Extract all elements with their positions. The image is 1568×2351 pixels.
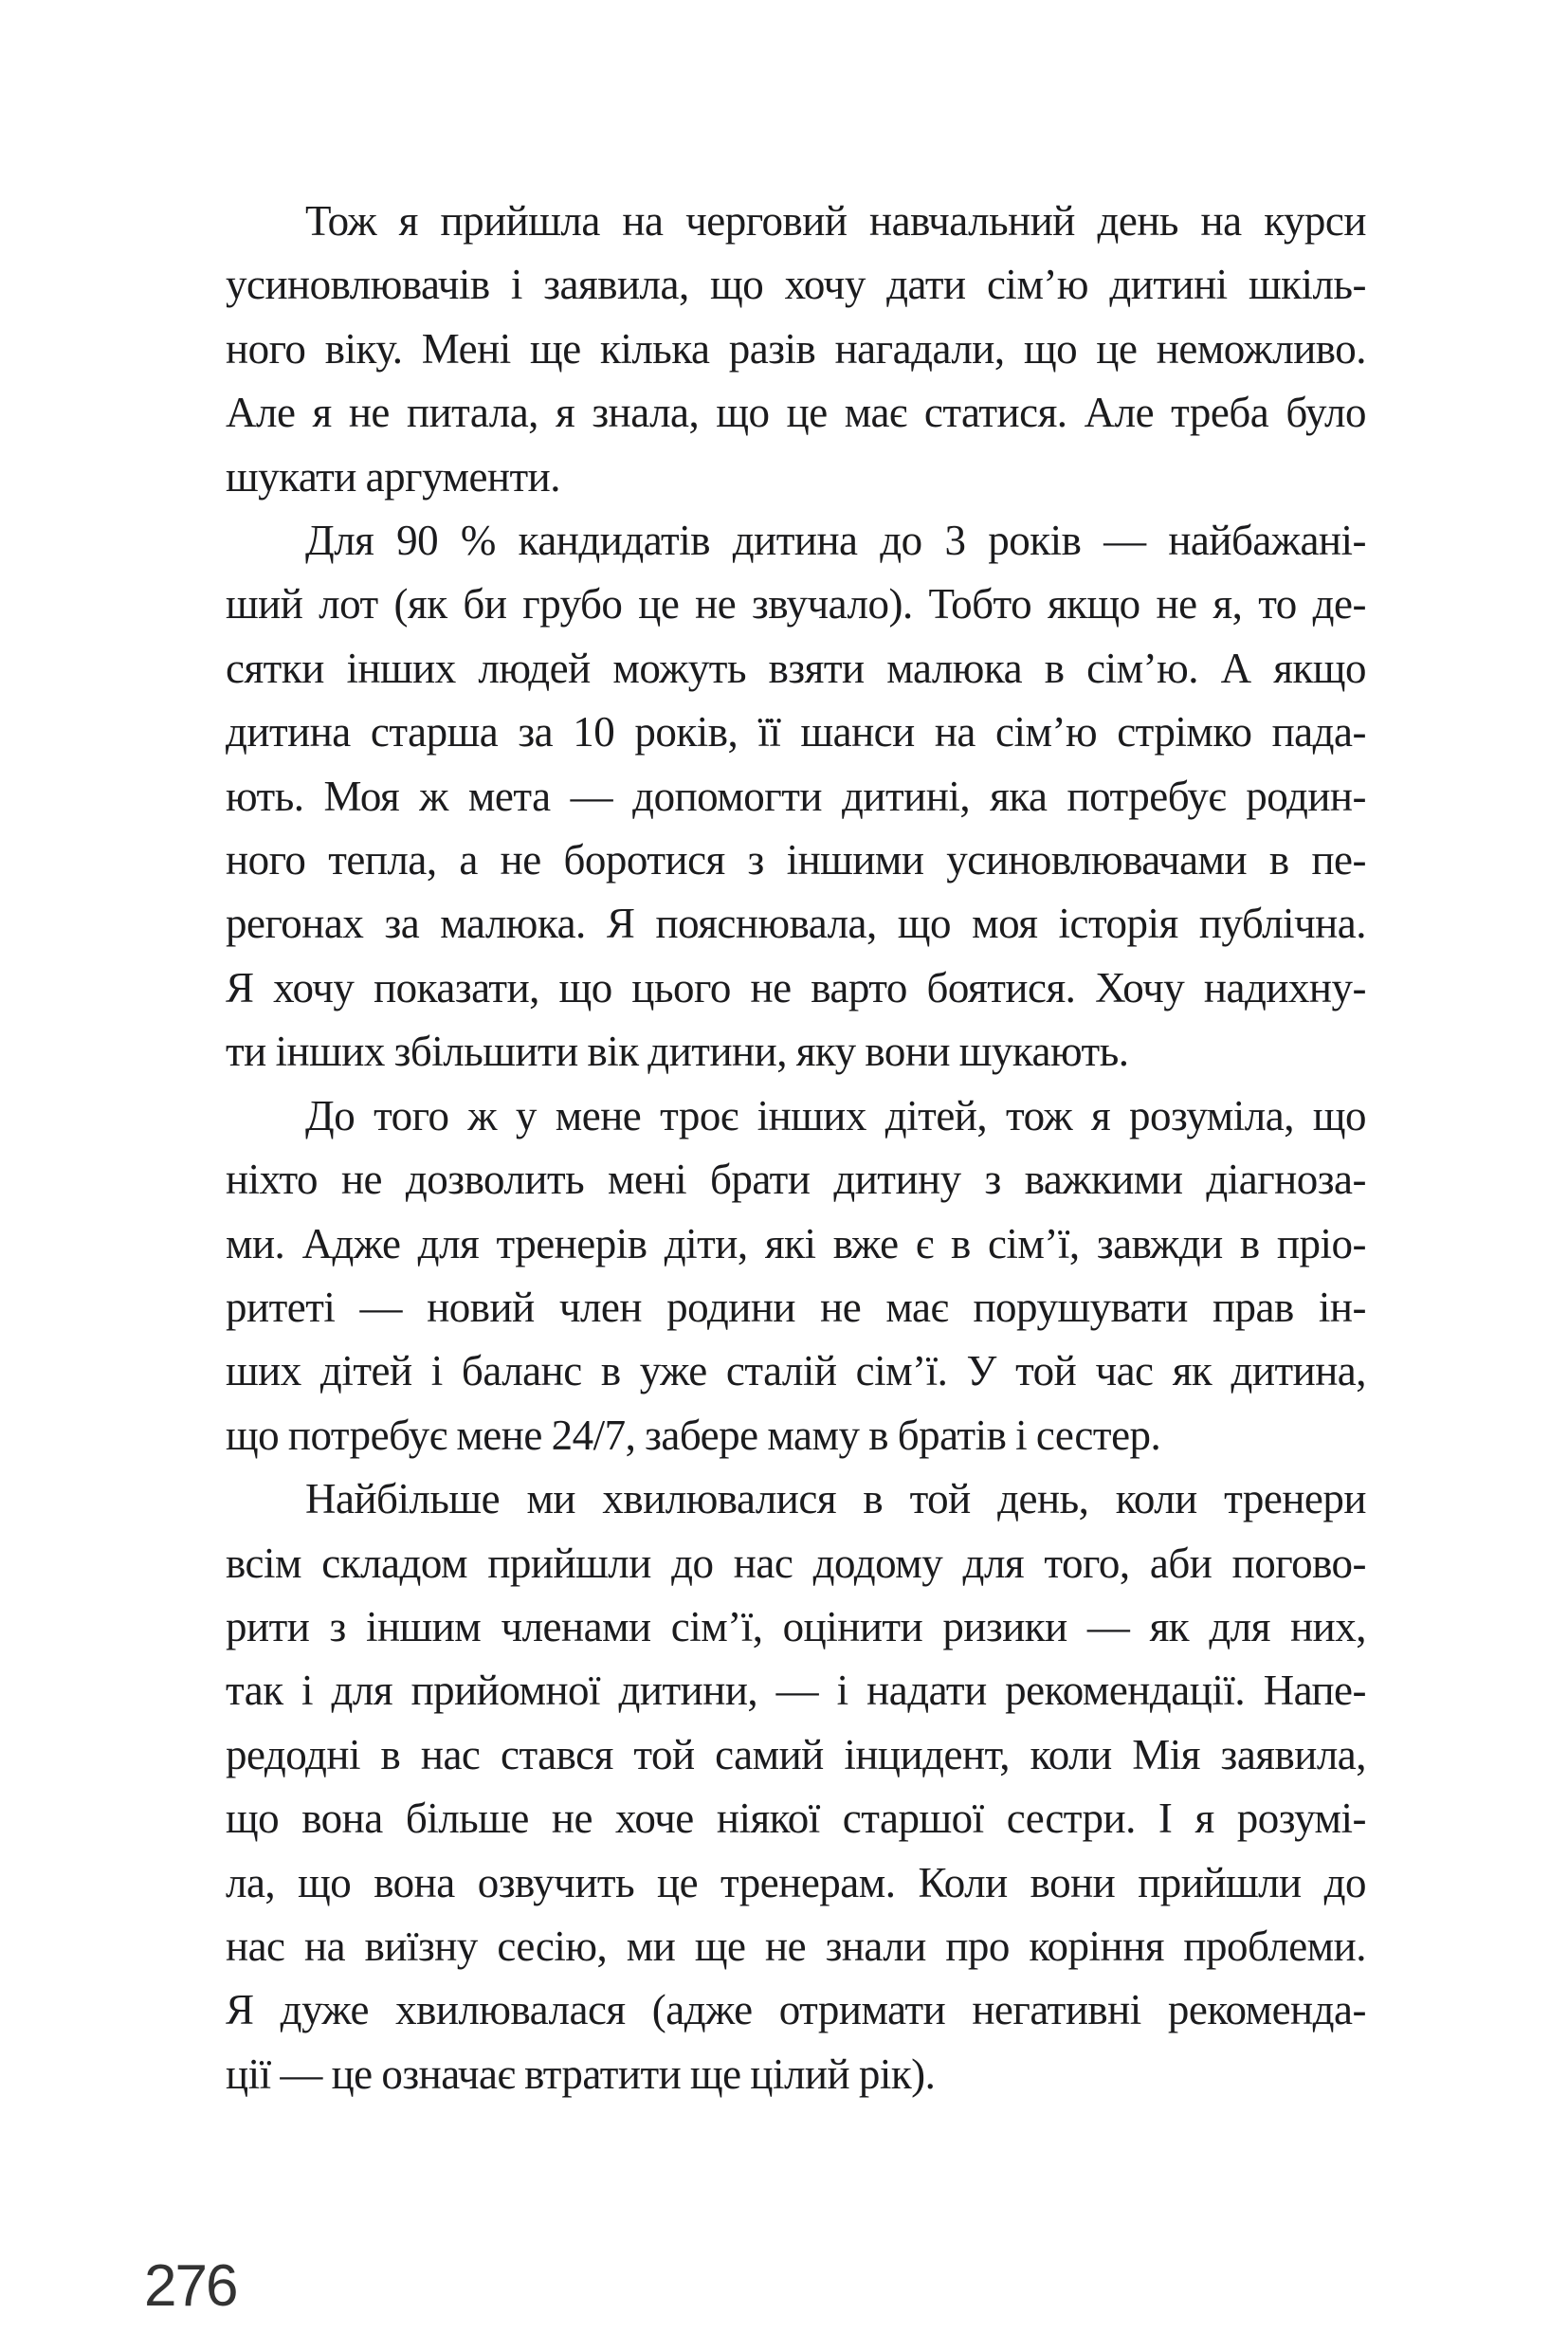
- text-line: ного віку. Мені ще кілька разів нагадали, що це неможливо.: [226, 324, 1366, 373]
- paragraph: [226, 1467, 1366, 2106]
- text-line: так і для прийомної дитини, — і надати рекомендації. Напе-: [226, 1667, 1366, 1715]
- text-line: ший лот (як би грубо це не звучало). Тобто якщо не я, то де-: [226, 580, 1366, 629]
- page-number: 276: [144, 2253, 237, 2319]
- text-line: Тож я прийшла на черговий навчальний день на курси: [305, 197, 1366, 245]
- text-line: ших дітей і баланс в уже сталій сім’ї. У той час як дитина,: [226, 1347, 1366, 1395]
- paragraph: [226, 509, 1366, 1084]
- text-line: ного тепла, а не боротися з іншими усиновлювачами в пе-: [226, 836, 1366, 884]
- text-line: ніхто не дозволить мені брати дитину з важкими діагноза-: [226, 1156, 1366, 1204]
- text-line: усиновлювачів і заявила, що хочу дати сім’ю дитині шкіль-: [226, 261, 1366, 309]
- text-line: ції — це означає втратити ще цілий рік).: [226, 2050, 936, 2098]
- text-line: ла, що вона озвучить це тренерам. Коли вони прийшли до: [226, 1858, 1366, 1906]
- text-line: ми. Адже для тренерів діти, які вже є в сім’ї, завжди в пріо-: [226, 1219, 1366, 1267]
- text-line: Але я не питала, я знала, що це має статися. Але треба було: [226, 389, 1366, 437]
- text-line: Я дуже хвилювалася (адже отримати негативні рекоменда-: [226, 1986, 1366, 2034]
- text-line: редодні в нас стався той самий інцидент, коли Мія заявила,: [226, 1730, 1366, 1778]
- text-line: регонах за малюка. Я пояснювала, що моя історія публічна.: [226, 900, 1366, 948]
- text-line: рити з іншим членами сім’ї, оцінити ризики — як для них,: [226, 1602, 1366, 1650]
- text-line: ти інших збільшити вік дитини, яку вони шукають.: [226, 1028, 1129, 1076]
- text-line: всім складом прийшли до нас додому для того, аби погово-: [226, 1539, 1366, 1587]
- text-line: шукати аргументи.: [226, 452, 561, 501]
- text-line: Я хочу показати, що цього не варто боятися. Хочу надихну-: [226, 963, 1366, 1011]
- body-text: [226, 190, 1366, 2106]
- text-line: Найбільше ми хвилювалися в той день, коли тренери: [305, 1475, 1366, 1523]
- text-line: нас на виїзну сесію, ми ще не знали про коріння проблеми.: [226, 1922, 1366, 1970]
- text-line: сятки інших людей можуть взяти малюка в сім’ю. А якщо: [226, 644, 1366, 692]
- text-line: ють. Моя ж мета — допомогти дитині, яка потребує родин-: [226, 772, 1366, 820]
- text-line: дитина старша за 10 років, її шанси на сім’ю стрімко пада-: [226, 708, 1366, 756]
- text-line: ритеті — новий член родини не має порушувати прав ін-: [226, 1283, 1366, 1331]
- text-line: До того ж у мене троє інших дітей, тож я розуміла, що: [305, 1091, 1366, 1139]
- text-line: Для 90 % кандидатів дитина до 3 років — найбажані-: [305, 517, 1366, 565]
- text-line: що потребує мене 24/7, забере маму в братів і сестер.: [226, 1411, 1161, 1459]
- paragraph: [226, 1084, 1366, 1467]
- paragraph: [226, 190, 1366, 509]
- text-line: що вона більше не хоче ніякої старшої сестри. І я розумі-: [226, 1795, 1366, 1843]
